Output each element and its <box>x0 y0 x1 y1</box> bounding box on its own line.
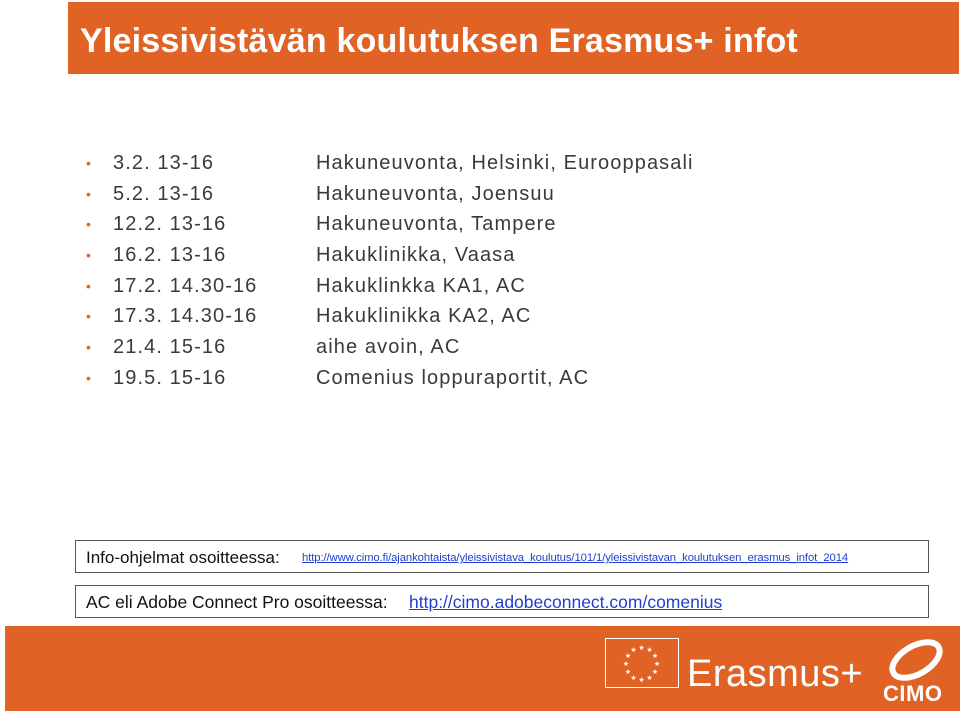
erasmus-brand: Erasmus+ <box>687 653 864 695</box>
page-title: Yleissivistävän koulutuksen Erasmus+ infot <box>80 22 798 60</box>
svg-text:★: ★ <box>630 646 637 654</box>
bullet-icon: • <box>86 216 91 233</box>
event-description: Hakuklinikka, Vaasa <box>316 244 516 267</box>
title-bar <box>68 2 959 74</box>
svg-text:★: ★ <box>651 668 659 676</box>
info-link[interactable]: http://www.cimo.fi/ajankohtaista/yleissivistava_koulutus/101/1/yleissivistavan_koulutuksen_erasmus_infot_2014 <box>302 552 849 564</box>
event-date: 17.2. 14.30-16 <box>113 274 258 297</box>
event-description: Hakuneuvonta, Joensuu <box>316 182 555 205</box>
svg-text:★: ★ <box>638 676 645 684</box>
info-box <box>75 540 929 573</box>
event-date: 17.3. 14.30-16 <box>113 305 258 328</box>
svg-text:★: ★ <box>624 652 632 660</box>
bullet-icon: • <box>86 247 91 264</box>
cimo-logo-text: CIMO <box>883 681 943 706</box>
bullet-icon: • <box>86 277 91 294</box>
bullet-icon: • <box>86 308 91 325</box>
bullet-icon: • <box>86 339 91 356</box>
bullet-icon: • <box>86 369 91 386</box>
event-description: Hakuneuvonta, Helsinki, Eurooppasali <box>316 152 694 174</box>
event-date: 3.2. 13-16 <box>113 152 215 174</box>
svg-text:★: ★ <box>630 674 637 682</box>
event-description: Hakuklinikka KA2, AC <box>316 305 532 328</box>
event-date: 16.2. 13-16 <box>113 244 227 267</box>
svg-text:★: ★ <box>624 668 632 676</box>
adobe-connect-link[interactable]: http://cimo.adobeconnect.com/comenius <box>409 592 723 612</box>
eu-flag-icon <box>605 638 679 688</box>
svg-text:★: ★ <box>653 660 661 668</box>
svg-text:★: ★ <box>646 674 653 682</box>
event-date: 12.2. 13-16 <box>113 213 227 236</box>
bullet-icon: • <box>86 185 91 202</box>
event-description: Hakuklinkka KA1, AC <box>316 274 526 297</box>
event-description: Hakuneuvonta, Tampere <box>316 213 557 236</box>
event-date: 19.5. 15-16 <box>113 366 227 389</box>
bullet-icon: • <box>86 155 91 171</box>
info-label: Info-ohjelmat osoitteessa: <box>86 548 280 567</box>
svg-text:★: ★ <box>622 660 630 668</box>
svg-text:★: ★ <box>646 646 653 654</box>
adobe-connect-label: AC eli Adobe Connect Pro osoitteessa: <box>86 592 388 612</box>
svg-text:★: ★ <box>651 652 659 660</box>
adobe-connect-box <box>75 585 929 618</box>
event-description: aihe avoin, AC <box>316 336 461 359</box>
event-description: Comenius loppuraportit, AC <box>316 366 590 389</box>
footer-bar <box>5 626 960 711</box>
event-date: 5.2. 13-16 <box>113 182 215 205</box>
svg-text:★: ★ <box>638 644 645 652</box>
event-date: 21.4. 15-16 <box>113 336 227 359</box>
